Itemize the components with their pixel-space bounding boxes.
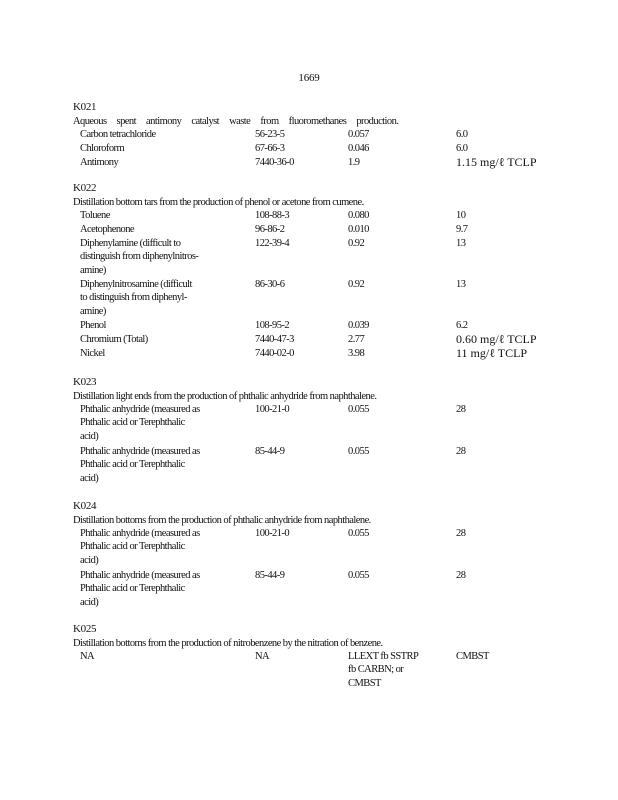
table-row [73, 527, 553, 569]
waste-code: K021 [73, 101, 97, 113]
nonwastewater-standard: 10 [456, 209, 466, 221]
waste-description: Aqueous spent antimony catalyst waste from fluoromethanes production. [73, 115, 399, 127]
table-row [73, 319, 553, 333]
constituent-name: Toluene [80, 209, 110, 221]
waste-section-k021 [73, 101, 553, 170]
cas-number: 85-44-9 [255, 569, 285, 581]
cas-number: 85-44-9 [255, 445, 285, 457]
constituent-name: Phthalic anhydride (measured as Phthalic acid or Terephthalic acid) [80, 569, 200, 608]
constituent-name: Phthalic anhydride (measured as Phthalic acid or Terephthalic acid) [80, 403, 200, 442]
nonwastewater-standard: 6.2 [456, 319, 468, 331]
constituent-name: Phenol [80, 319, 106, 331]
cas-number: 122-39-4 [255, 237, 290, 249]
constituent-name: Acetophenone [80, 223, 135, 235]
cas-number: 100-21-0 [255, 403, 290, 415]
wastewater-standard: 0.92 [348, 237, 365, 249]
constituent-name: Antimony [80, 156, 119, 168]
cas-number: 100-21-0 [255, 527, 290, 539]
constituent-name: Nickel [80, 347, 105, 359]
constituent-name: Diphenylamine (difficult to distinguish from diphenylnitros- amine) [80, 237, 199, 276]
nonwastewater-standard: 13 [456, 278, 466, 290]
nonwastewater-standard: 6.0 [456, 128, 468, 140]
waste-code: K024 [73, 500, 97, 512]
nonwastewater-standard: 28 [456, 569, 466, 581]
cas-number: 7440-02-0 [255, 347, 294, 359]
waste-description: Distillation bottoms from the production of nitrobenzene by the nitration of benzene. [73, 637, 383, 649]
wastewater-standard: 2.77 [348, 333, 365, 345]
wastewater-standard: 0.92 [348, 278, 365, 290]
constituent-name: Chloroform [80, 142, 125, 154]
wastewater-standard: 0.057 [348, 128, 369, 140]
constituent-name: Carbon tetrachloride [80, 128, 156, 140]
nonwastewater-standard: 28 [456, 445, 466, 457]
table-row [73, 650, 553, 692]
nonwastewater-standard: 13 [456, 237, 466, 249]
page-number: 1669 [298, 72, 320, 84]
cas-number: 108-88-3 [255, 209, 290, 221]
nonwastewater-standard: 9.7 [456, 223, 468, 235]
cas-number: 108-95-2 [255, 319, 290, 331]
wastewater-standard: 0.055 [348, 527, 369, 539]
constituent-name: Chromium (Total) [80, 333, 148, 345]
constituent-name: Phthalic anhydride (measured as Phthalic acid or Terephthalic acid) [80, 445, 200, 484]
nonwastewater-standard: 28 [456, 527, 466, 539]
wastewater-standard: 0.046 [348, 142, 369, 154]
wastewater-standard: 1.9 [348, 156, 360, 168]
waste-section-k025 [73, 623, 553, 692]
waste-code: K025 [73, 623, 97, 635]
nonwastewater-standard: 0.60 mg/ℓ TCLP [456, 331, 537, 346]
cas-number: NA [255, 650, 270, 662]
table-row [73, 278, 553, 319]
table-row [73, 128, 553, 142]
waste-section-k022 [73, 182, 553, 361]
wastewater-standard: 0.010 [348, 223, 369, 235]
cas-number: 67-66-3 [255, 142, 285, 154]
table-row [73, 347, 553, 361]
table-row [73, 156, 553, 170]
cas-number: 56-23-5 [255, 128, 285, 140]
cas-number: 7440-47-3 [255, 333, 294, 345]
waste-description: Distillation bottoms from the production of phthalic anhydride from naphthalene. [73, 514, 371, 526]
table-row [73, 333, 553, 347]
wastewater-standard: 0.055 [348, 403, 369, 415]
wastewater-standard: 3.98 [348, 347, 365, 359]
constituent-name: Diphenylnitrosamine (difficult to distinguish from diphenyl- amine) [80, 278, 192, 317]
waste-description: Distillation light ends from the production of phthalic anhydride from naphthalene. [73, 390, 377, 402]
waste-section-k024 [73, 500, 553, 611]
cas-number: 86-30-6 [255, 278, 285, 290]
wastewater-standard: 0.039 [348, 319, 369, 331]
nonwastewater-standard: 6.0 [456, 142, 468, 154]
table-row [73, 142, 553, 156]
cas-number: 96-86-2 [255, 223, 285, 235]
waste-section-k023 [73, 376, 553, 487]
table-row [73, 237, 553, 278]
nonwastewater-standard: 11 mg/ℓ TCLP [456, 345, 528, 360]
wastewater-standard: LLEXT fb SSTRP fb CARBN; or CMBST [348, 650, 419, 689]
table-row [73, 569, 553, 611]
waste-code: K022 [73, 182, 97, 194]
nonwastewater-standard: 28 [456, 403, 466, 415]
table-row [73, 209, 553, 223]
waste-code: K023 [73, 376, 97, 388]
table-row [73, 223, 553, 237]
wastewater-standard: 0.055 [348, 445, 369, 457]
waste-description: Distillation bottom tars from the production of phenol or acetone from cumene. [73, 196, 364, 208]
cas-number: 7440-36-0 [255, 156, 294, 168]
table-row [73, 445, 553, 487]
table-row [73, 403, 553, 445]
nonwastewater-standard: CMBST [456, 650, 489, 662]
wastewater-standard: 0.055 [348, 569, 369, 581]
constituent-name: Phthalic anhydride (measured as Phthalic acid or Terephthalic acid) [80, 527, 200, 566]
constituent-name: NA [80, 650, 95, 662]
nonwastewater-standard: 1.15 mg/ℓ TCLP [456, 154, 537, 169]
wastewater-standard: 0.080 [348, 209, 369, 221]
